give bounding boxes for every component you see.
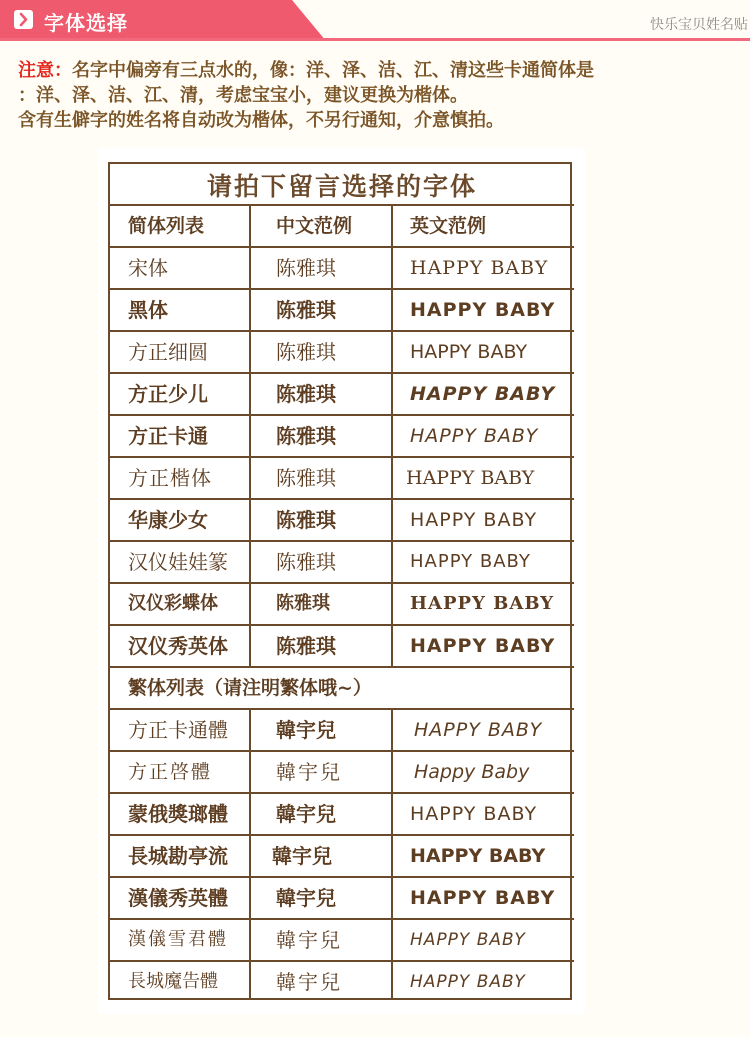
chinese-sample: 韓宇兒 — [276, 928, 342, 952]
english-sample: HAPPY BABY — [410, 845, 546, 867]
section-title: 字体选择 — [44, 11, 128, 35]
chinese-sample: 陈雅琪 — [276, 256, 336, 280]
english-sample: HAPPY BABY — [410, 425, 539, 447]
english-sample: HAPPY BABY — [410, 509, 538, 531]
english-sample: HAPPY BABY — [410, 930, 526, 950]
english-sample: HAPPY BABY — [410, 803, 538, 825]
column-header-english: 英文范例 — [410, 215, 487, 237]
notice-line-3: 含有生僻字的姓名将自动改为楷体，不另行通知，介意慎拍。 — [18, 110, 504, 131]
chinese-sample: 韓宇兒 — [276, 970, 342, 994]
english-sample: HAPPY BABY — [410, 257, 549, 279]
chinese-sample: 韓宇兒 — [272, 844, 332, 868]
chinese-sample: 陈雅琪 — [276, 340, 336, 364]
column-divider — [391, 708, 393, 1000]
font-name: 方正细圆 — [128, 340, 208, 364]
chinese-sample: 陈雅琪 — [276, 508, 336, 532]
english-sample: HAPPY BABY — [410, 299, 556, 321]
font-name: 华康少女 — [128, 508, 208, 532]
chinese-sample: 韓宇兒 — [276, 886, 336, 910]
notice-label: 注意： — [18, 60, 72, 81]
chinese-sample: 韓宇兒 — [276, 760, 342, 784]
chinese-sample: 陈雅琪 — [276, 593, 330, 614]
font-name: 汉仪娃娃篆 — [128, 550, 228, 574]
chinese-sample: 陈雅琪 — [276, 298, 336, 322]
english-sample: HAPPY BABY — [410, 887, 556, 909]
font-name: 蒙俄獎瑯體 — [128, 802, 228, 826]
header-divider — [0, 38, 750, 41]
table-title: 请拍下留言选择的字体 — [206, 172, 477, 201]
font-name: 漢儀秀英體 — [128, 886, 228, 910]
traditional-section-header: 繁体列表（请注明繁体哦~） — [128, 677, 372, 699]
chinese-sample: 韓宇兒 — [276, 802, 336, 826]
notice-line-2: ：洋、泽、洁、江、清，考虑宝宝小，建议更换为楷体。 — [18, 85, 468, 106]
column-divider — [391, 204, 393, 668]
column-divider — [249, 708, 251, 1000]
english-sample: HAPPY BABY — [410, 383, 556, 405]
chinese-sample: 韓宇兒 — [276, 718, 336, 742]
english-sample: Happy Baby — [414, 761, 530, 783]
font-name: 方正卡通體 — [128, 718, 228, 742]
english-sample: HAPPY BABY — [406, 467, 535, 489]
font-name: 汉仪秀英体 — [128, 634, 228, 658]
font-name: 長城魔告體 — [128, 971, 218, 992]
chinese-sample: 陈雅琪 — [276, 634, 336, 658]
font-name: 長城勘亭流 — [128, 844, 228, 868]
notice-line-1: 注意：名字中偏旁有三点水的，像：洋、泽、洁、江、清这些卡通简体是 — [18, 60, 594, 81]
font-name: 方正卡通 — [128, 424, 208, 448]
column-header-font: 简体列表 — [128, 215, 205, 237]
header-bar — [0, 0, 750, 46]
font-name: 方正楷体 — [128, 466, 212, 490]
font-name: 方正啓體 — [128, 761, 213, 783]
chinese-sample: 陈雅琪 — [276, 466, 336, 490]
column-header-chinese: 中文范例 — [276, 215, 353, 237]
font-name: 汉仪彩蝶体 — [128, 593, 218, 614]
notice-text — [18, 58, 738, 133]
font-name: 方正少儿 — [128, 382, 208, 406]
shop-name: 快乐宝贝姓名贴 — [650, 16, 748, 32]
font-name: 黑体 — [128, 298, 168, 322]
column-divider — [249, 204, 251, 668]
english-sample: HAPPY BABY — [410, 593, 555, 614]
english-sample: HAPPY BABY — [410, 635, 556, 657]
font-name: 漢儀雪君體 — [128, 929, 228, 950]
english-sample: HAPPY BABY — [410, 551, 531, 572]
chinese-sample: 陈雅琪 — [276, 382, 336, 406]
english-sample: HAPPY BABY — [410, 972, 526, 992]
english-sample: HAPPY BABY — [410, 341, 528, 363]
font-name: 宋体 — [128, 256, 168, 280]
chevron-right-icon — [14, 10, 33, 29]
chinese-sample: 陈雅琪 — [276, 424, 336, 448]
english-sample: HAPPY BABY — [414, 719, 543, 741]
chinese-sample: 陈雅琪 — [276, 550, 336, 574]
